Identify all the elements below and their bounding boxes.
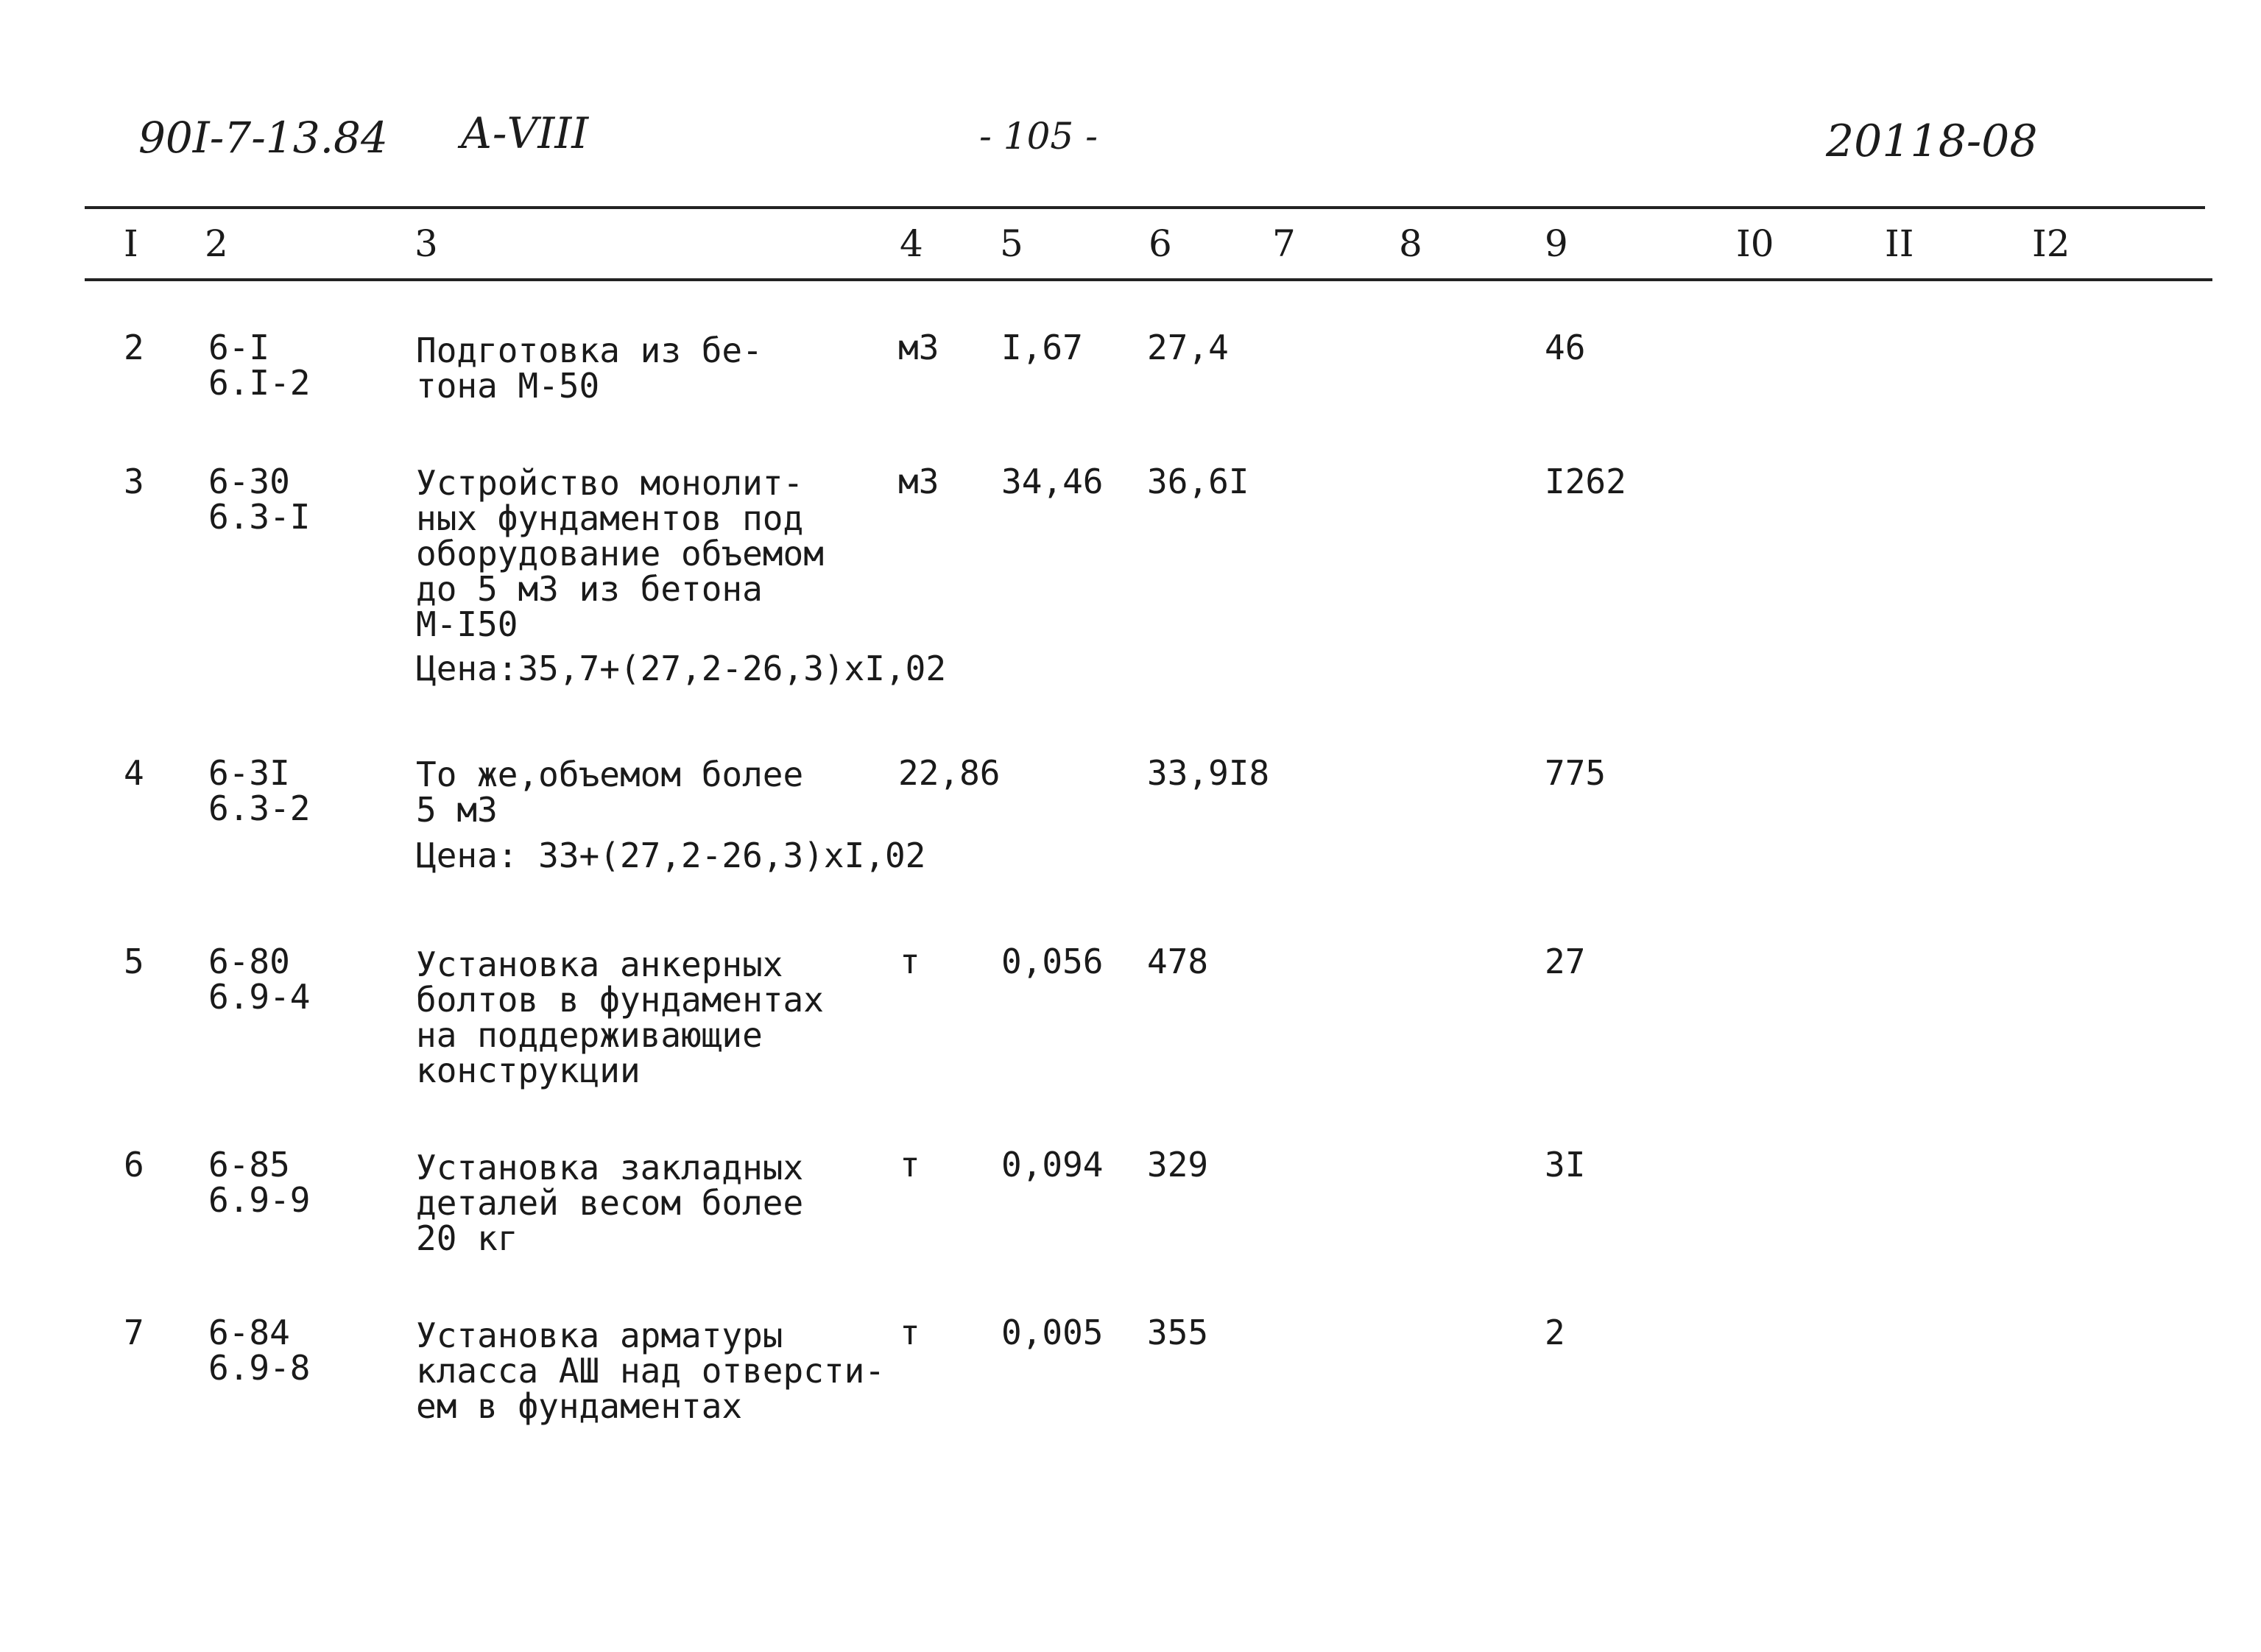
row-number: 2 [124,328,144,367]
description-line: ем в фундаментах [416,1386,743,1426]
total-cost: I262 [1545,462,1626,501]
work-description [416,1318,885,1424]
norm-code-line: 6-85 [208,1145,290,1185]
description-line: М-I50 [416,604,518,644]
norm-code-line: 6.I-2 [208,363,311,403]
document-code: 90I-7-13.84 [138,113,388,163]
price-formula: Цена: 33+(27,2-26,3)хI,02 [416,836,926,875]
total-cost: 775 [1545,753,1606,793]
norm-code [208,942,311,1017]
norm-code-line: 6.3-I [208,497,311,537]
unit-price: 478 [1147,942,1209,981]
unit: м3 [898,328,939,367]
description-line: Установка анкерных [416,945,783,984]
column-header: 5 [1000,222,1023,265]
norm-code-line: 6-3I [208,753,290,793]
unit-price: 33,9I8 [1147,753,1270,793]
album-number: А-VIII [460,108,589,158]
work-description [416,331,763,406]
unit: 22,86 [898,753,1001,793]
description-line: тона М-50 [416,366,600,406]
norm-code [208,1315,310,1386]
norm-code-line: 6.3-2 [208,788,311,828]
norm-code-line: 6-80 [208,942,290,981]
price-formula: Цена:35,7+(27,2-26,3)хI,02 [416,649,947,688]
quantity: 0,094 [1001,1145,1104,1185]
description-line: Подготовка из бе- [416,331,763,370]
description-line: оборудование объемом [416,534,824,573]
row-number: 5 [124,942,144,981]
column-header: I [124,222,138,265]
column-header: 7 [1272,222,1296,265]
column-header: 8 [1399,222,1422,265]
column-header: 6 [1149,222,1172,265]
column-header: I0 [1736,222,1774,265]
work-description [416,947,824,1088]
quantity: I,67 [1001,328,1083,367]
norm-code-line: 6.9-9 [208,1180,311,1220]
page-number: - 105 - [979,115,1098,158]
description-line: до 5 м3 из бетона [416,569,763,609]
description-line: Установка закладных [416,1148,804,1187]
row-number: 4 [124,753,144,793]
work-description [416,755,804,830]
norm-code [208,328,311,403]
description-line: Установка арматуры [416,1316,783,1355]
work-description [416,1150,803,1256]
column-header: 9 [1545,222,1568,265]
column-header: 3 [415,222,438,265]
column-header: I2 [2032,222,2070,265]
description-line: конструкции [416,1051,641,1090]
unit: т [900,1313,920,1352]
unit-price: 329 [1147,1145,1209,1185]
description-line: 20 кг [416,1218,518,1258]
quantity: 34,46 [1001,462,1104,501]
description-line: класса АШ над отверсти- [416,1351,885,1391]
inventory-number: 20118-08 [1826,116,2038,167]
column-header: 2 [205,222,228,265]
unit: т [900,1145,920,1185]
quantity: 0,005 [1001,1313,1104,1352]
row-number: 7 [124,1313,144,1352]
total-cost: 27 [1545,942,1586,981]
description-line: на поддерживающие [416,1015,763,1055]
norm-code [208,462,311,537]
unit-price: 36,6I [1147,462,1249,501]
work-description [416,465,824,642]
column-header: 4 [900,222,923,265]
total-cost: 46 [1545,328,1586,367]
quantity: 0,056 [1001,942,1104,981]
description-line: Устройство монолит- [416,463,804,503]
description-line: деталей весом более [416,1183,804,1223]
unit-price: 27,4 [1147,328,1229,367]
total-cost: 3I [1545,1145,1586,1185]
norm-code-line: 6-84 [208,1313,290,1352]
unit-price: 355 [1147,1313,1209,1352]
unit: т [900,942,920,981]
description-line: 5 м3 [416,790,498,830]
unit: м3 [898,462,939,501]
description-line: болтов в фундаментах [416,980,824,1020]
norm-code-line: 6-30 [208,462,290,501]
header-bottom-rule [85,278,2212,281]
description-line: То же,объемом более [416,755,804,794]
table-top-rule [85,206,2205,209]
row-number: 6 [124,1145,144,1185]
row-number: 3 [124,462,144,501]
total-cost: 2 [1545,1313,1565,1352]
norm-code [208,755,310,826]
norm-code-line: 6.9-4 [208,977,311,1017]
description-line: ных фундаментов под [416,498,804,538]
norm-code-line: 6.9-8 [208,1348,311,1388]
norm-code-line: 6-I [208,328,270,367]
column-header: II [1885,222,1914,265]
norm-code [208,1147,310,1218]
